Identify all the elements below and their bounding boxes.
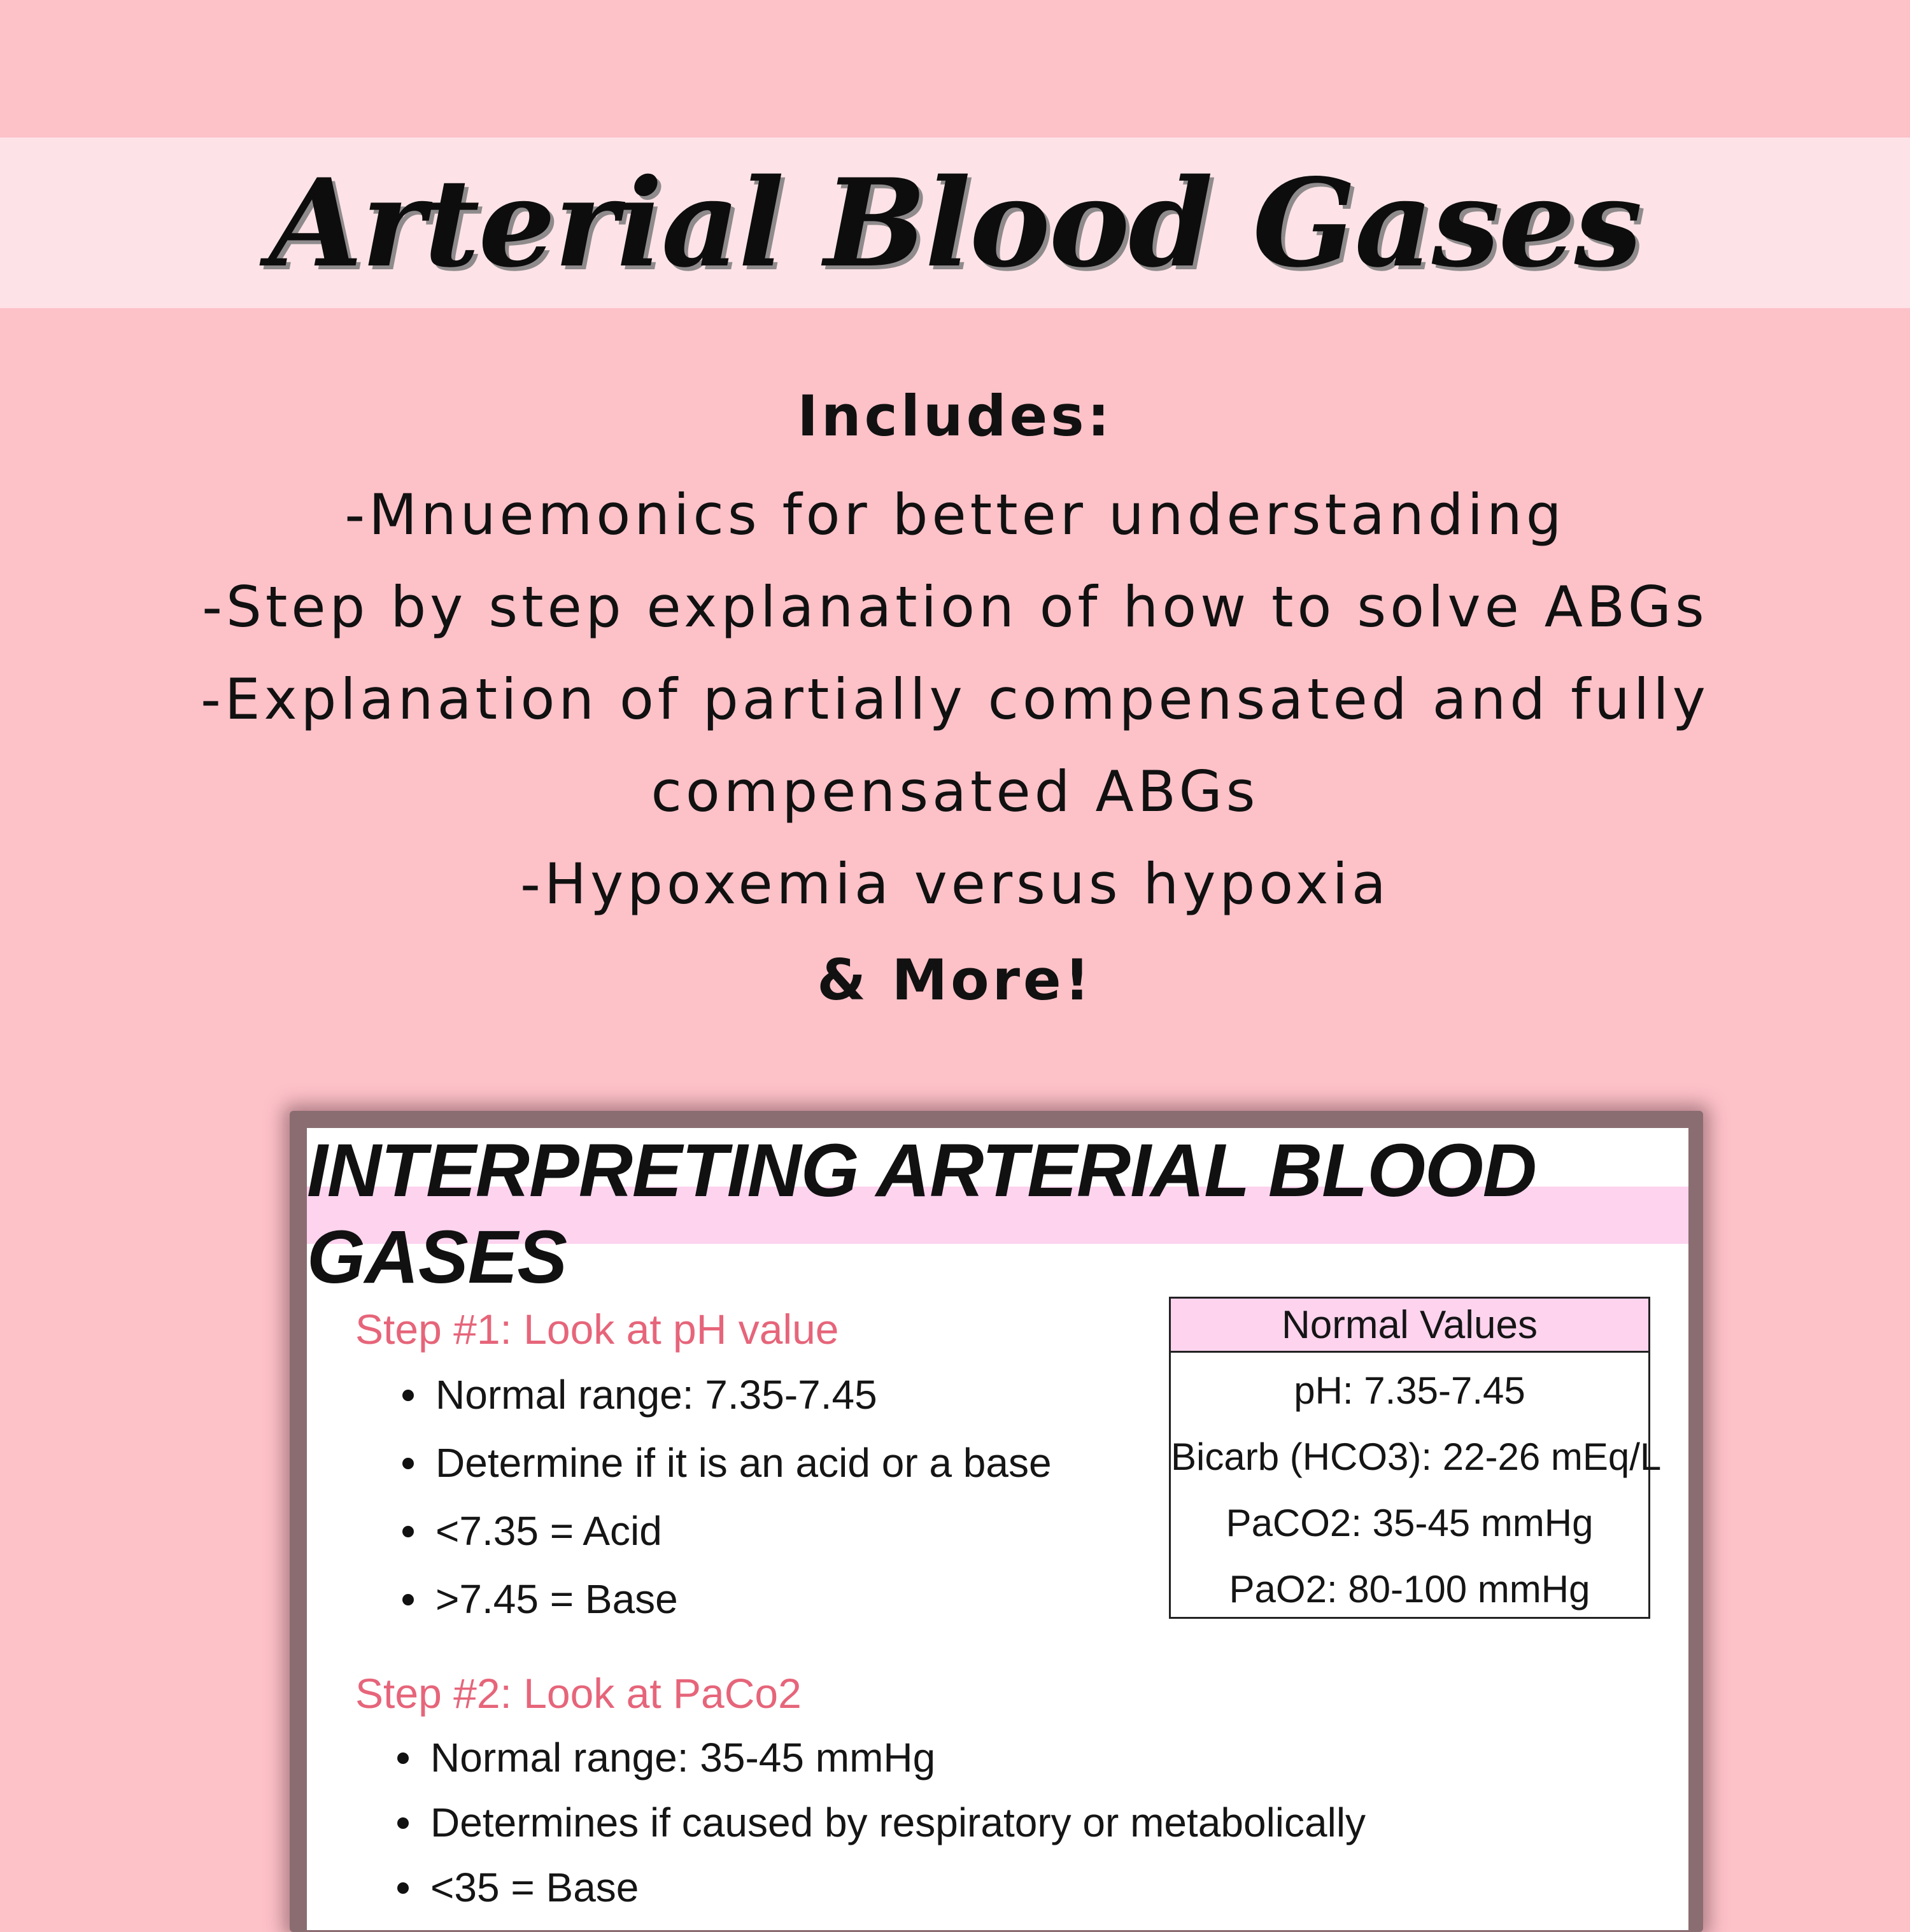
includes-item: -Explanation of partially compensated and fully	[201, 666, 1709, 732]
bullet-dot-icon	[397, 1817, 409, 1829]
includes-more: & More!	[817, 947, 1093, 1013]
step2-bullet	[397, 1864, 639, 1911]
step2-bullet	[397, 1799, 1366, 1846]
bullet-text: Normal range: 35-45 mmHg	[430, 1735, 936, 1780]
bullet-dot-icon	[402, 1390, 414, 1401]
normal-values-heading: Normal Values	[1171, 1299, 1648, 1353]
step2-heading: Step #2: Look at PaCo2	[355, 1670, 802, 1717]
normal-values-box	[1169, 1297, 1662, 1619]
normal-value-row: PaCO2: 35-45 mmHg	[1226, 1502, 1594, 1544]
normal-value-row: Bicarb (HCO3): 22-26 mEq/L	[1171, 1435, 1662, 1478]
step1-heading: Step #1: Look at pH value	[355, 1306, 839, 1353]
includes-item: -Mnuemonics for better understanding	[344, 482, 1566, 547]
normal-value-row: pH: 7.35-7.45	[1294, 1369, 1525, 1412]
step1-bullet	[402, 1371, 877, 1418]
step1-bullet	[402, 1439, 1052, 1486]
bullet-text: <35 = Base	[430, 1865, 639, 1910]
bullet-dot-icon	[402, 1594, 414, 1605]
worksheet-preview	[307, 1128, 1688, 1930]
includes-item: -Hypoxemia versus hypoxia	[520, 851, 1390, 917]
step1-bullet	[402, 1507, 662, 1555]
normal-value-row: PaO2: 80-100 mmHg	[1229, 1568, 1590, 1611]
bullet-text: Determine if it is an acid or a base	[435, 1440, 1052, 1486]
includes-item: compensated ABGs	[651, 759, 1259, 824]
includes-heading: Includes:	[797, 383, 1113, 449]
bullet-text: Determines if caused by respiratory or metabolically	[430, 1800, 1366, 1845]
worksheet-title: INTERPRETING ARTERIAL BLOOD GASES	[307, 1129, 1537, 1299]
includes-item: -Step by step explanation of how to solve ABGs	[202, 574, 1708, 640]
bullet-text: <7.35 = Acid	[435, 1508, 662, 1554]
includes-section	[127, 376, 1783, 1028]
bullet-dot-icon	[402, 1526, 414, 1537]
bullet-text: Normal range: 7.35-7.45	[435, 1372, 877, 1418]
bullet-dot-icon	[397, 1752, 409, 1764]
bullet-text: >7.45 = Base	[435, 1576, 678, 1622]
step2-bullet	[397, 1734, 935, 1781]
step1-bullet	[402, 1576, 678, 1623]
main-title: Arterial Blood Gases	[269, 152, 1641, 294]
bullet-dot-icon	[397, 1882, 409, 1894]
bullet-dot-icon	[402, 1458, 414, 1469]
